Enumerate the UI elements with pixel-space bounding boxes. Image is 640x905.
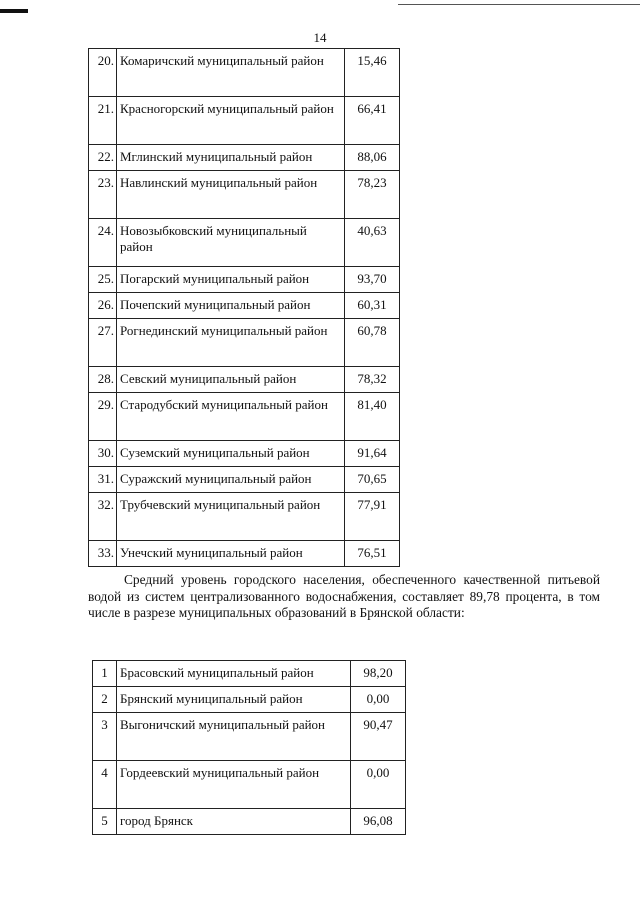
district-value: 88,06 (345, 145, 400, 171)
table-row (89, 493, 400, 541)
urban-districts-table (92, 660, 406, 835)
districts-table-continued (88, 48, 400, 567)
district-name: город Брянск (117, 809, 351, 835)
district-name: Комаричский муниципальный район (117, 49, 345, 97)
district-name: Рогнединский муниципальный район (117, 319, 345, 367)
district-value: 90,47 (351, 713, 406, 761)
district-value: 0,00 (351, 761, 406, 809)
district-name: Суражский муниципальный район (117, 467, 345, 493)
row-number: 21. (89, 97, 117, 145)
district-name: Гордеевский муниципальный район (117, 761, 351, 809)
table-row (89, 467, 400, 493)
district-name: Стародубский муниципальный район (117, 393, 345, 441)
district-name: Новозыбковский муниципальный район (117, 219, 345, 267)
row-number: 3 (93, 713, 117, 761)
row-number: 23. (89, 171, 117, 219)
district-name: Почепский муниципальный район (117, 293, 345, 319)
body-paragraph: Средний уровень городского населения, обеспеченного качественной питьевой водой из систем централизованного водоснабжения, составляет 89,78 процента, в том числе в разрезе муниципальных образований в Брянской области: (88, 572, 600, 621)
district-value: 81,40 (345, 393, 400, 441)
district-value: 60,78 (345, 319, 400, 367)
row-number: 1 (93, 661, 117, 687)
district-name: Навлинский муниципальный район (117, 171, 345, 219)
row-number: 32. (89, 493, 117, 541)
district-value: 0,00 (351, 687, 406, 713)
table-row (89, 541, 400, 567)
table-row (89, 219, 400, 267)
row-number: 2 (93, 687, 117, 713)
table-row (93, 661, 406, 687)
district-name: Суземский муниципальный район (117, 441, 345, 467)
district-value: 77,91 (345, 493, 400, 541)
district-value: 91,64 (345, 441, 400, 467)
table-row (93, 687, 406, 713)
table-row (89, 367, 400, 393)
table-row (89, 293, 400, 319)
corner-mark (0, 9, 28, 13)
table-row (89, 393, 400, 441)
district-name: Унечский муниципальный район (117, 541, 345, 567)
district-name: Трубчевский муниципальный район (117, 493, 345, 541)
row-number: 28. (89, 367, 117, 393)
district-value: 78,32 (345, 367, 400, 393)
district-value: 66,41 (345, 97, 400, 145)
district-name: Красногорский муниципальный район (117, 97, 345, 145)
row-number: 5 (93, 809, 117, 835)
district-value: 70,65 (345, 467, 400, 493)
row-number: 25. (89, 267, 117, 293)
district-name: Мглинский муниципальный район (117, 145, 345, 171)
table-row (89, 267, 400, 293)
row-number: 4 (93, 761, 117, 809)
district-name: Брянский муниципальный район (117, 687, 351, 713)
row-number: 33. (89, 541, 117, 567)
row-number: 26. (89, 293, 117, 319)
district-value: 76,51 (345, 541, 400, 567)
table-row (89, 171, 400, 219)
district-value: 98,20 (351, 661, 406, 687)
district-name: Брасовский муниципальный район (117, 661, 351, 687)
district-name: Выгоничский муниципальный район (117, 713, 351, 761)
top-rule (398, 4, 640, 5)
district-name: Севский муниципальный район (117, 367, 345, 393)
table-row (93, 809, 406, 835)
district-value: 60,31 (345, 293, 400, 319)
table-row (89, 441, 400, 467)
district-value: 15,46 (345, 49, 400, 97)
row-number: 24. (89, 219, 117, 267)
row-number: 29. (89, 393, 117, 441)
table-row (93, 761, 406, 809)
table-row (89, 319, 400, 367)
table-row (89, 49, 400, 97)
district-value: 96,08 (351, 809, 406, 835)
table-row (93, 713, 406, 761)
district-value: 40,63 (345, 219, 400, 267)
page-number: 14 (313, 30, 327, 45)
row-number: 22. (89, 145, 117, 171)
row-number: 20. (89, 49, 117, 97)
district-value: 93,70 (345, 267, 400, 293)
table-row (89, 145, 400, 171)
row-number: 31. (89, 467, 117, 493)
row-number: 30. (89, 441, 117, 467)
table-row (89, 97, 400, 145)
district-value: 78,23 (345, 171, 400, 219)
district-name: Погарский муниципальный район (117, 267, 345, 293)
row-number: 27. (89, 319, 117, 367)
